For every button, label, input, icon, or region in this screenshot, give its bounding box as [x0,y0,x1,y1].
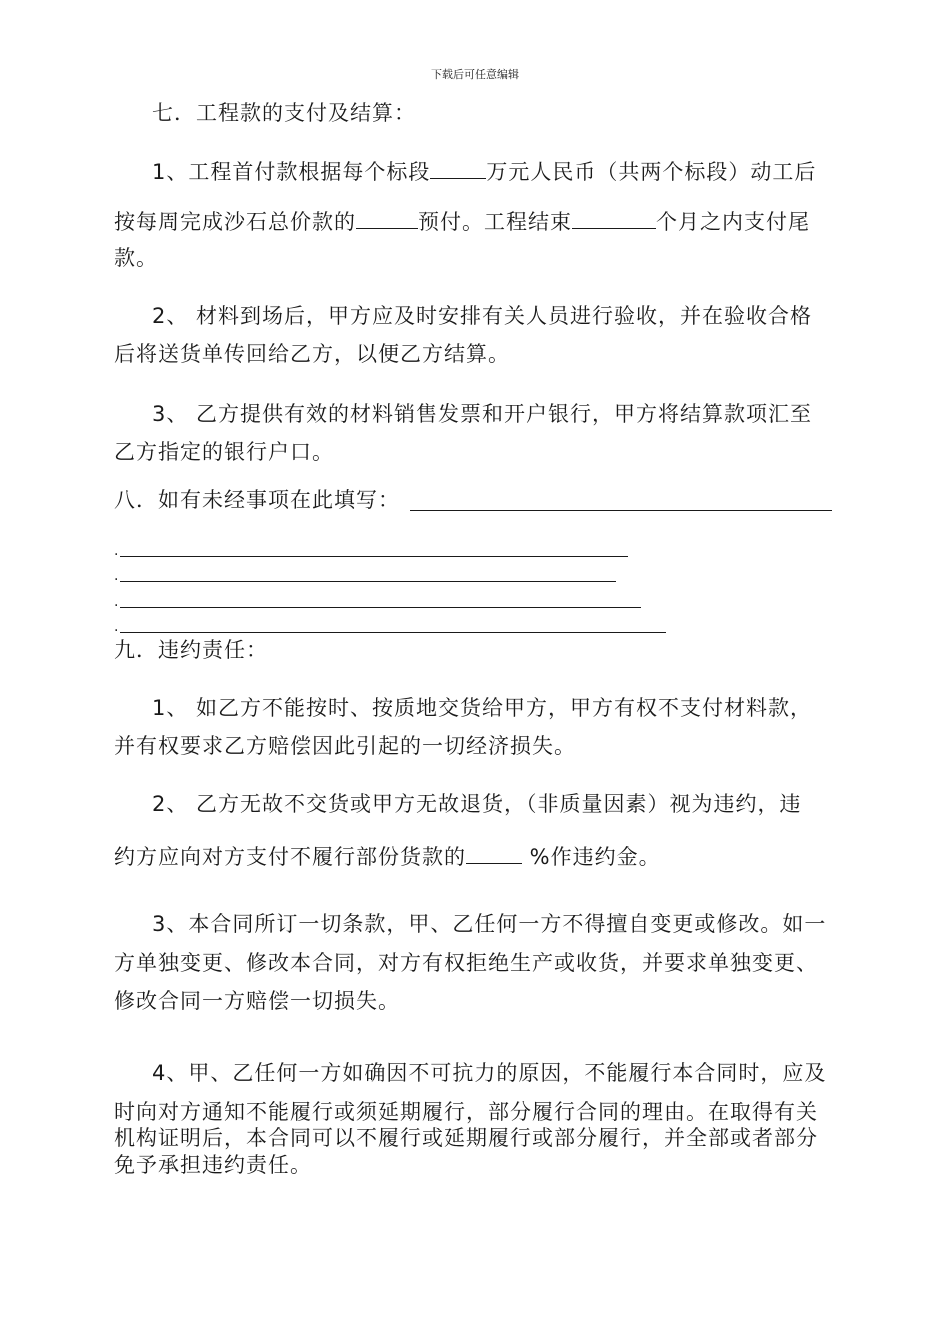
s7-item3-line1: 3、 乙方提供有效的材料销售发票和开户银行，甲方将结算款项汇至 [152,402,813,426]
s7-item2-line1: 2、 材料到场后，甲方应及时安排有关人员进行验收，并在验收合格 [152,304,813,328]
s9-item3-line1: 3、本合同所订一切条款，甲、乙任何一方不得擅自变更或修改。如一 [152,912,827,936]
s7-item1-text-b: 万元人民币（共两个标段）动工后 [486,160,817,184]
s7-item1-line1 [152,158,816,184]
s7-item1-text-d: 预付。工程结束 [418,210,572,234]
s9-item2-line1: 2、 乙方无故不交货或甲方无故退货，（非质量因素）视为违约，违 [152,792,802,816]
fill-in-line-4[interactable] [120,632,666,633]
blank-line-dot-1: . [114,543,119,559]
s9-item4-line1: 4、甲、乙任何一方如确因不可抗力的原因，不能履行本合同时，应及 [152,1061,827,1085]
section-9-title: 九．违约责任： [114,638,268,662]
amount-blank[interactable] [430,158,486,179]
section-8-title: 八．如有未经事项在此填写： [114,488,400,512]
s7-item1-text-e: 个月之内支付尾 [656,210,810,234]
blank-line-dot-3: . [114,594,119,610]
s9-item2-text-b: %作违约金。 [522,845,661,869]
fill-in-line-2[interactable] [120,581,616,582]
s7-item1-text-c: 按每周完成沙石总价款的 [114,210,356,234]
fill-in-line-1[interactable] [120,556,628,557]
s7-item1-text-a: 1、工程首付款根据每个标段 [152,160,431,184]
s7-item2-line2: 后将送货单传回给乙方，以便乙方结算。 [114,342,510,366]
section-7-title: 七．工程款的支付及结算： [152,101,416,125]
s9-item4-line4: 免予承担违约责任。 [114,1153,312,1177]
s9-item3-line2: 方单独变更、修改本合同，对方有权拒绝生产或收货，并要求单独变更、 [114,951,818,975]
s9-item2-line2 [114,843,661,869]
prepay-percent-blank[interactable] [356,208,418,229]
s7-item1-line2 [114,208,810,234]
s9-item4-line3: 机构证明后，本合同可以不履行或延期履行或部分履行，并全部或者部分 [114,1126,818,1150]
s7-item1-line3: 款。 [114,246,158,270]
page-header: 下载后可任意编辑 [431,68,519,81]
s9-item2-text-a: 约方应向对方支付不履行部份货款的 [114,845,466,869]
months-blank[interactable] [572,208,656,229]
s9-item4-line2: 时向对方通知不能履行或须延期履行，部分履行合同的理由。在取得有关 [114,1100,818,1124]
blank-line-dot-4: . [114,619,119,635]
penalty-percent-blank[interactable] [466,843,522,864]
s9-item3-line3: 修改合同一方赔偿一切损失。 [114,989,400,1013]
blank-line-dot-2: . [114,568,119,584]
fill-in-line-3[interactable] [120,607,641,608]
fill-in-line-main[interactable] [410,510,832,511]
s7-item3-line2: 乙方指定的银行户口。 [114,440,334,464]
s9-item1-line1: 1、 如乙方不能按时、按质地交货给甲方，甲方有权不支付材料款， [152,696,813,720]
s9-item1-line2: 并有权要求乙方赔偿因此引起的一切经济损失。 [114,734,576,758]
